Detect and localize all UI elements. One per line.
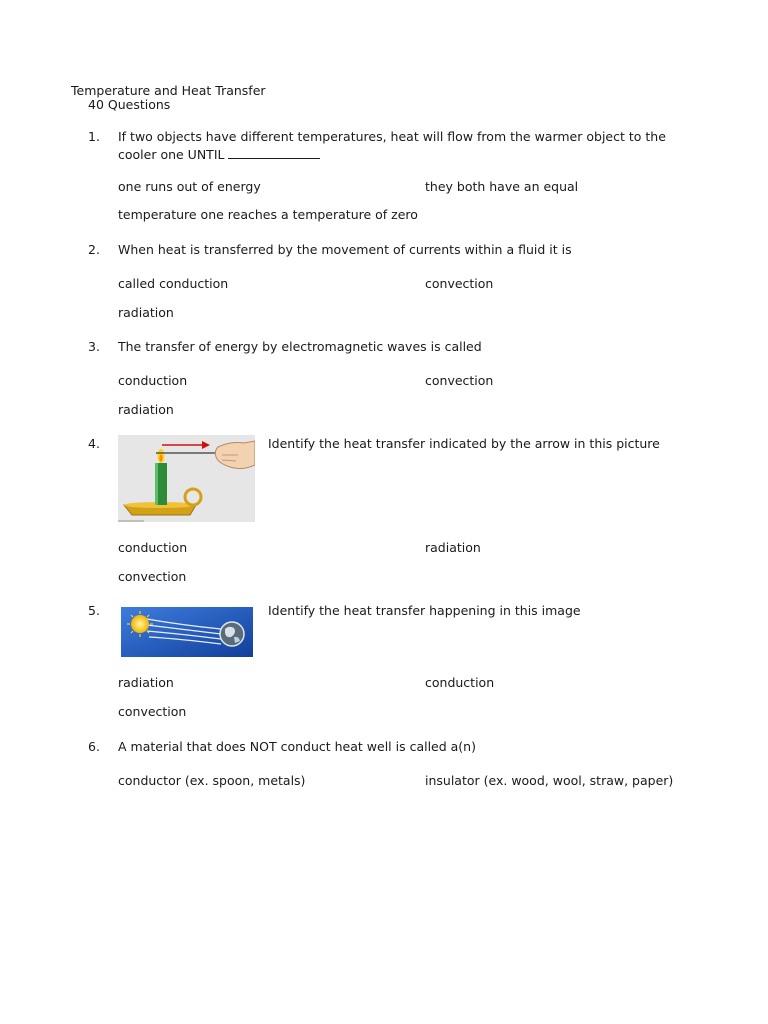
question-text: A material that does NOT conduct heat well is called a(n) bbox=[118, 739, 476, 754]
answer-option: convection bbox=[425, 373, 494, 388]
answer-option: radiation bbox=[118, 305, 174, 320]
candle-conduction-image bbox=[118, 435, 255, 522]
question-text: If two objects have different temperatures, heat will flow from the warmer object to the bbox=[118, 129, 666, 144]
question-number: 6. bbox=[88, 739, 100, 754]
answer-option: they both have an equal bbox=[425, 179, 579, 194]
answer-blank bbox=[228, 146, 320, 159]
answer-option: conduction bbox=[118, 373, 188, 388]
question-text-part: cooler one UNTIL bbox=[118, 147, 225, 162]
question-number: 5. bbox=[88, 603, 100, 618]
question-count: 40 Questions bbox=[88, 97, 171, 112]
answer-option: conduction bbox=[425, 675, 495, 690]
question-number: 2. bbox=[88, 242, 100, 257]
sun-earth-radiation-image bbox=[121, 607, 253, 657]
answer-option: conduction bbox=[118, 540, 188, 555]
worksheet-title: Temperature and Heat Transfer bbox=[71, 83, 266, 98]
question-number: 4. bbox=[88, 436, 100, 451]
answer-option: temperature one reaches a temperature of zero bbox=[118, 207, 418, 222]
question-number: 3. bbox=[88, 339, 100, 354]
sun-earth-illustration bbox=[121, 607, 253, 657]
answer-option: insulator (ex. wood, wool, straw, paper) bbox=[425, 773, 674, 788]
answer-option: convection bbox=[118, 704, 187, 719]
question-number: 1. bbox=[88, 129, 100, 144]
question-text: When heat is transferred by the movement of currents within a fluid it is bbox=[118, 242, 572, 257]
answer-option: radiation bbox=[118, 675, 174, 690]
question-text: Identify the heat transfer indicated by the arrow in this picture bbox=[268, 436, 660, 451]
answer-option: conductor (ex. spoon, metals) bbox=[118, 773, 306, 788]
question-text-continued bbox=[118, 146, 320, 163]
candle-illustration bbox=[118, 435, 255, 522]
answer-option: radiation bbox=[425, 540, 481, 555]
question-text: Identify the heat transfer happening in this image bbox=[268, 603, 581, 618]
question-text: The transfer of energy by electromagnetic waves is called bbox=[118, 339, 482, 354]
answer-option: one runs out of energy bbox=[118, 179, 261, 194]
answer-option: convection bbox=[425, 276, 494, 291]
answer-option: radiation bbox=[118, 402, 174, 417]
answer-option: called conduction bbox=[118, 276, 229, 291]
answer-option: convection bbox=[118, 569, 187, 584]
